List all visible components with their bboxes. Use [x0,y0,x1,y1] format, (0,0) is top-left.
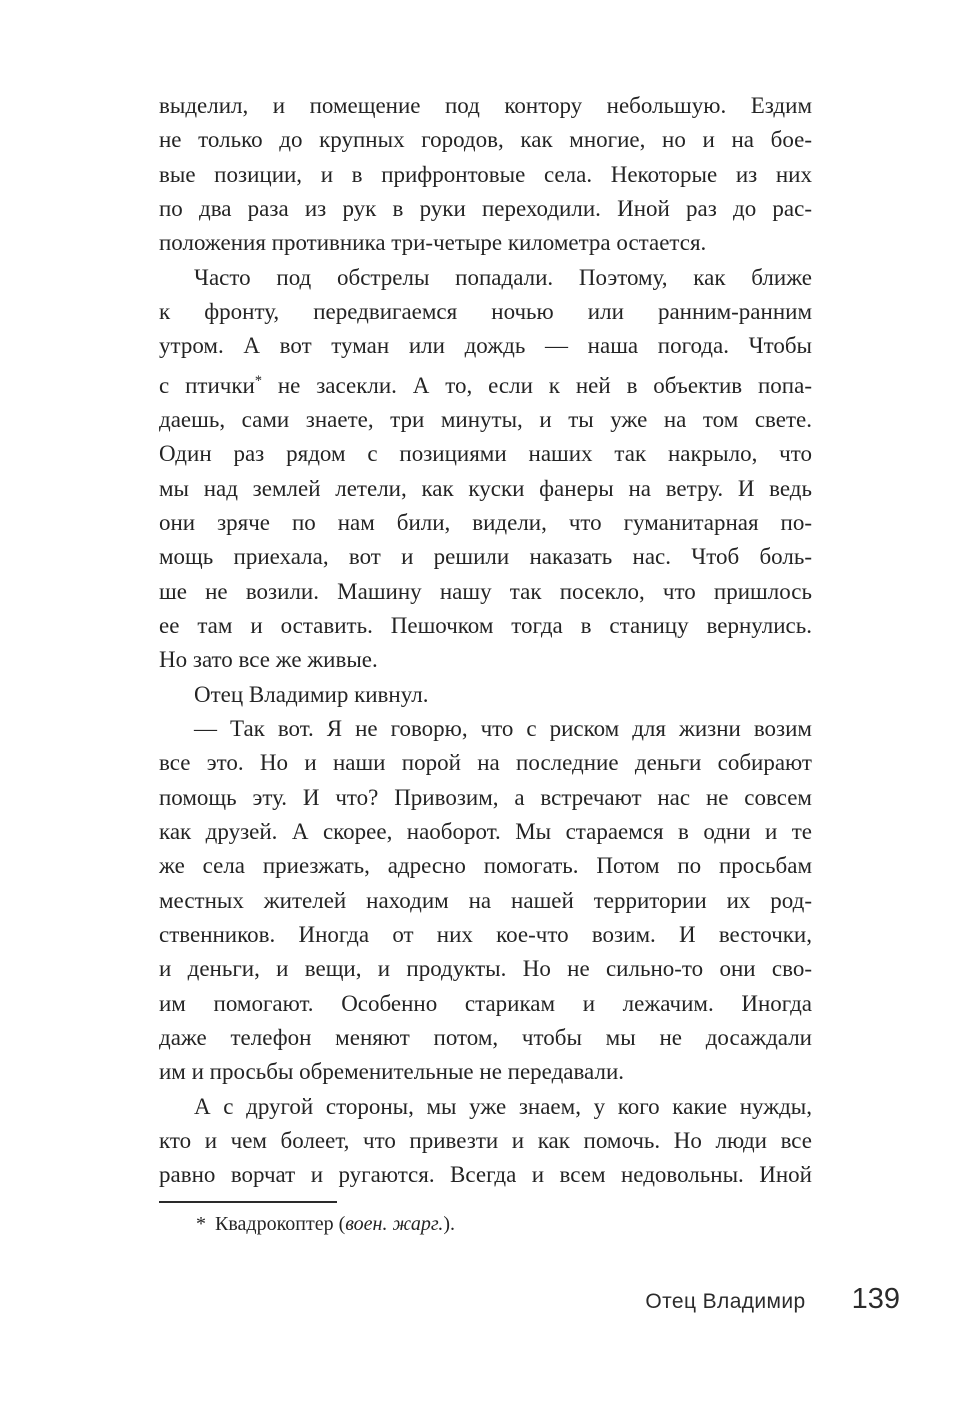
page-number: 139 [851,1283,900,1315]
paragraph [159,89,812,261]
text-line: Один раз рядом с позициями наших так накрыло, что [159,441,812,467]
text-line: все это. Но и наши порой на последние деньги собирают [159,750,812,776]
text-line: — Так вот. Я не говорю, что с риском для жизни возим [194,716,812,742]
text-segment: не засекли. А то, если к ней в объектив попа- [261,372,812,398]
footnote-reference-mark: * [254,372,262,389]
text-line: местных жителей находим на нашей территории их род- [159,887,812,913]
italic-text: воен. жарг. [345,1213,444,1235]
text-segment: с птички [159,372,255,398]
text-line: и деньги, и вещи, и продукты. Но не сильно-то они сво- [159,956,812,982]
text-segment: ). [443,1213,456,1235]
paragraph [159,1090,812,1193]
text-line: по два раза из рук в руки переходили. Иной раз до рас- [159,196,812,222]
text-line: Но зато все же живые. [159,647,378,673]
text-line: им помогают. Особенно старикам и лежачим. Иногда [159,990,812,1016]
text-line: ее там и оставить. Пешочком тогда в станицу вернулись. [159,612,812,638]
text-line: мы над землей летели, как куски фанеры на ветру. И ведь [159,475,812,501]
running-footer [645,1285,900,1314]
text-line: А с другой стороны, мы уже знаем, у кого какие нужды, [194,1093,812,1119]
paragraph [159,712,812,1090]
text-line: мощь приехала, вот и решили наказать нас. Чтоб боль- [159,544,812,570]
text-line: как друзей. А скорее, наоборот. Мы стараемся в одни и те [159,819,812,845]
text-line: вые позиции, и в прифронтовые села. Некоторые из них [159,161,812,187]
footnote-divider [159,1201,337,1203]
text-line: же села приезжать, адресно помогать. Потом по просьбам [159,853,812,879]
text-line: они зряче по нам били, видели, что гуманитарная по- [159,509,812,535]
text-line: Часто под обстрелы попадали. Поэтому, как ближе [194,264,812,290]
text-line: им и просьбы обременительные не передавали. [159,1059,624,1085]
text-line: ственников. Иногда от них кое-что возим. И весточки, [159,922,812,948]
text-line: кто и чем болеет, что привезти и как помочь. Но люди все [159,1128,812,1154]
text-line: даже телефон меняют потом, чтобы мы не досаждали [159,1025,812,1051]
text-line: Отец Владимир кивнул. [194,681,429,707]
text-line: положения противника три-четыре километра остается. [159,230,707,256]
text-line [159,364,812,403]
paragraph [159,678,812,712]
text-line: даешь, сами знаете, три минуты, и ты уже на том свете. [159,406,812,432]
text-line: ше не возили. Машину нашу так посекло, что пришлось [159,578,812,604]
footnote-body [215,1213,455,1235]
text-line: помощь эту. И что? Привозим, а встречают нас не совсем [159,784,812,810]
page-text [159,89,812,1193]
text-line: выделил, и помещение под контору небольшую. Ездим [159,93,812,118]
text-segment: Квадрокоптер ( [215,1213,346,1235]
footnote-text [159,1211,812,1238]
text-line: равно ворчат и ругаются. Всегда и всем недовольны. Иной [159,1162,812,1188]
footnote-marker: * [196,1213,206,1235]
text-line: к фронту, передвигаемся ночью или ранним-ранним [159,299,812,325]
chapter-title: Отец Владимир [645,1290,806,1313]
paragraph [159,261,812,678]
text-line: не только до крупных городов, как многие, но и на бое- [159,127,812,153]
text-line: утром. А вот туман или дождь — наша погода. Чтобы [159,333,812,359]
